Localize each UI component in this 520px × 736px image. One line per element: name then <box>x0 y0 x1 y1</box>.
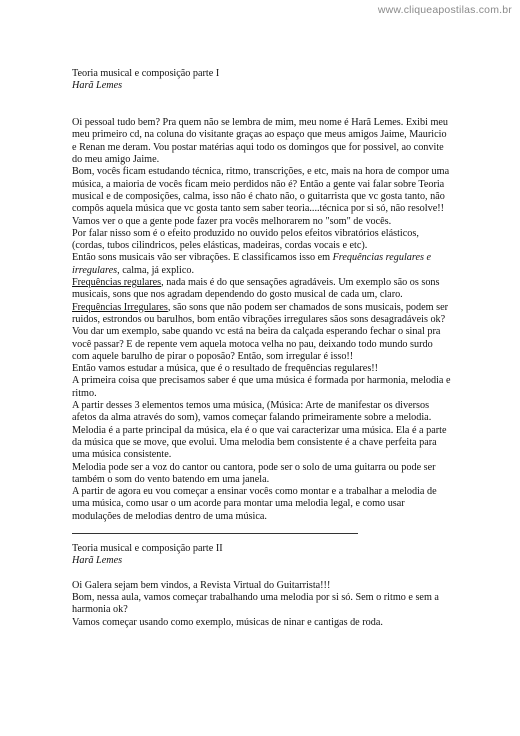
frequencias-irregulares-term: Frequências Irregulares <box>72 301 168 313</box>
part1-title: Teoria musical e composição parte I <box>72 68 220 79</box>
part1-paragraph-7-text: , são sons que não podem ser chamados de sons musicais, podem ser ruidos, estrondos ou barulhos, bom então vibrações irregulares sãos sons desagradáveis ok? Vou dar um exemplo, sabe quando vc está na beira da calçada esperando fechar o sinal pra você passar? E de repente vem aquela motoca velha no pau, deixando todo mundo surdo com aquele barulho de pirar o poposão? Então, som irregular é isso!! <box>72 301 448 362</box>
document-body <box>72 68 452 629</box>
part1-paragraph-6 <box>72 277 452 302</box>
part1-paragraph-12: Melodia pode ser a voz do cantor ou cantora, pode ser o solo de uma guitarra ou pode ser também o som do vento batendo em uma janela. <box>72 461 436 485</box>
part2-author: Harã Lemes <box>72 555 123 567</box>
part1-paragraph-13: A partir de agora eu vou começar a ensinar vocês como montar e a trabalhar a melodia de uma música, como usar o um acorde para montar uma melodia legal, e como usar modulações de melodias dentro de uma música. <box>72 486 437 522</box>
part1-paragraph-3: Vamos ver o que a gente pode fazer pra vocês melhorarem no "som" de vocês. <box>72 215 392 227</box>
part1-paragraph-5-tail: , calma, já explico. <box>117 264 195 276</box>
part2-paragraph-1: Oi Galera sejam bem vindos, a Revista Virtual do Guitarrista!!! <box>72 579 331 591</box>
part2-paragraph-3: Vamos começar usando como exemplo, músicas de ninar e cantigas de roda. <box>72 616 383 628</box>
part1-paragraph-6-text: , nada mais é do que sensações agradáveis. Um exemplo são os sons musicais, sons que nos agradam dependendo do gosto musical de cada um, claro. <box>72 277 440 301</box>
part2-paragraph-2: Bom, nessa aula, vamos começar trabalhando uma melodia por si só. Sem o ritmo e sem a harmonia ok? <box>72 592 439 616</box>
frequencias-regulares-term: Frequências regulares <box>72 277 162 289</box>
section-divider <box>72 533 358 534</box>
part1-paragraph-5-lead: Então sons musicais vão ser vibrações. E classificamos isso em <box>72 252 333 264</box>
part1-paragraph-4: Por falar nisso som é o efeito produzido no ouvido pelos efeitos vibratórios elásticos, (cordas, tubos cilindricos, peles elásticas, madeiras, cordas vocais e etc). <box>72 227 419 252</box>
part1-paragraph-1: Oi pessoal tudo bem? Pra quem não se lembra de mim, meu nome é Harã Lemes. Exibi meu meu primeiro cd, na coluna do visitante graças ao espaço que meus amigos Jaime, Mauricio e Renan me deram. Vou postar matérias aqui todo os domingos que for possivel, ao convite do meu amigo Jaime. <box>72 117 448 166</box>
frequencias-term: Frequências regulares e irregulares <box>72 252 432 276</box>
part1-author: Harã Lemes <box>72 80 123 92</box>
part1-paragraph-8: Então vamos estudar a música, que é o resultado de frequências regulares!! <box>72 363 379 375</box>
part1-paragraph-10: A partir desses 3 elementos temos uma música, (Música: Arte de manifestar os diversos afetos da alma através do som), vamos começar falando primeiramente sobre a melodia. <box>72 400 432 424</box>
part1-paragraph-11: Melodia é a parte principal da música, ela é o que vai caracterizar uma música. Ela é a parte da música que se move, que evolui. Uma melodia bem consistente é a chave perfeita para uma música consistente. <box>72 424 447 461</box>
part1-paragraph-5 <box>72 252 452 277</box>
watermark: www.cliqueapostilas.com.br <box>377 4 512 16</box>
part1-paragraph-9: A primeira coisa que precisamos saber é que uma música é formada por harmonia, melodia e ritmo. <box>72 375 451 399</box>
part2-title: Teoria musical e composição parte II <box>72 542 223 554</box>
part1-paragraph-7 <box>72 302 452 363</box>
part1-paragraph-2: Bom, vocês ficam estudando técnica, ritmo, transcrições, e etc, mais na hora de compor uma música, a maioria de vocês ficam meio perdidos não é? Então a gente vai falar sobre Teoria musical e de composições, calma, isso não é chato não, o guitarrista que vc gosta tanto, não compôs aquela música que vc gosta tanto sem saber teoria....técnica por si só, não resolve!! <box>72 166 450 215</box>
